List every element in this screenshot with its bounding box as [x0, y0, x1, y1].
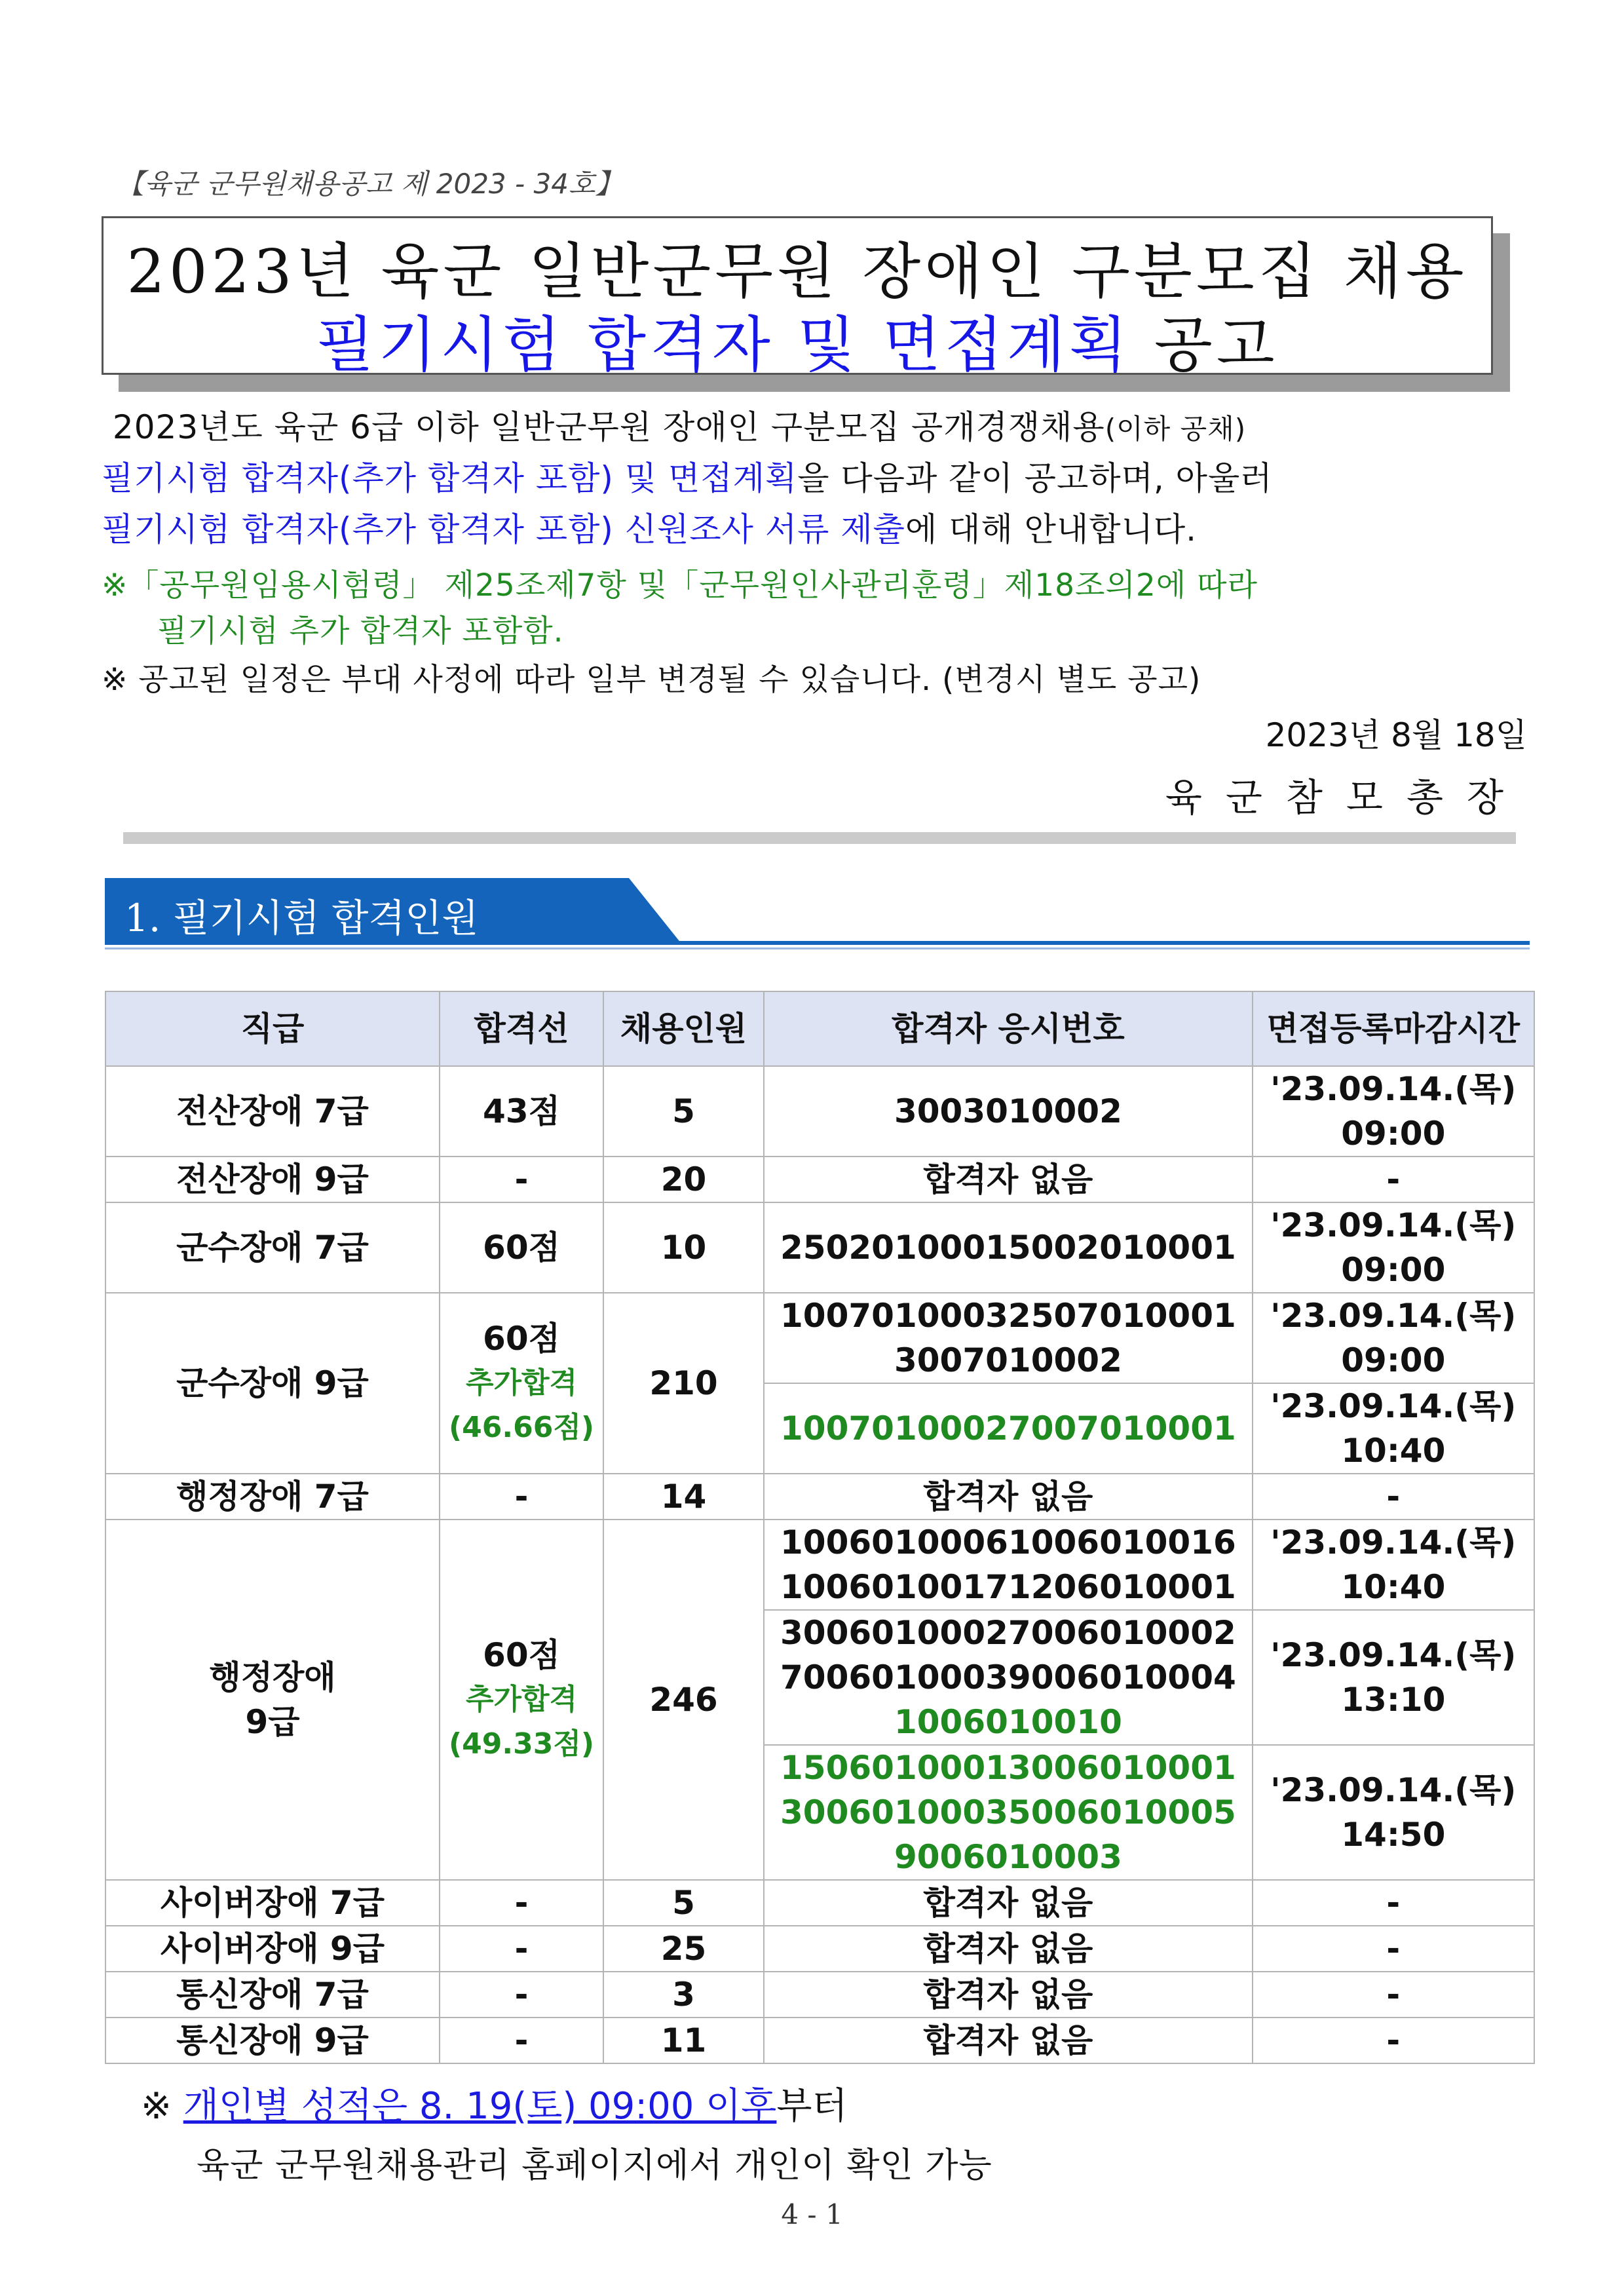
- grade-cell: 행정장애 7급: [105, 1474, 440, 1520]
- intro-line1-main: 2023년도 육군 6급 이하 일반군무원 장애인 구분모집 공개경쟁채용: [112, 408, 1105, 446]
- footer-mark: ※: [141, 2085, 183, 2128]
- announcement-date: 2023년 8월 18일: [1265, 716, 1527, 754]
- deadline-cell: -: [1253, 1157, 1534, 1202]
- extra-pass-label: 추가합격: [465, 1366, 577, 1400]
- applicant-number: 2502010001: [780, 1229, 1008, 1267]
- numbers-cell: 합격자 없음: [764, 1474, 1253, 1520]
- extra-applicant-number: 5006010005: [1008, 1793, 1236, 1831]
- table-row: [105, 1474, 1534, 1520]
- deadline-cell: '23.09.14.(목) 09:00: [1253, 1202, 1534, 1293]
- header-count: 채용인원: [603, 991, 764, 1066]
- extra-applicant-number: 1006010010: [894, 1703, 1122, 1741]
- section-header: [105, 878, 1530, 944]
- count-cell: 210: [603, 1293, 764, 1474]
- intro-line3-rest: 에 대해 안내합니다.: [905, 510, 1198, 548]
- deadline-cell: -: [1253, 1972, 1534, 2018]
- applicant-number: 2507010001: [1008, 1297, 1236, 1335]
- grade-cell: 사이버장애 7급: [105, 1880, 440, 1926]
- table-row: [105, 1157, 1534, 1202]
- numbers-cell: 3003010002: [764, 1066, 1253, 1157]
- title-line2: [104, 297, 1491, 383]
- intro-line3: [102, 503, 1530, 550]
- numbers-cell: [764, 1202, 1253, 1293]
- numbers-cell: [764, 1745, 1253, 1880]
- extra-pass-label: 추가합격: [465, 1683, 577, 1716]
- numbers-cell: [764, 1520, 1253, 1610]
- footer-rest: 부터: [776, 2085, 848, 2128]
- count-cell: 20: [603, 1157, 764, 1202]
- grade-cell: 군수장애 9급: [105, 1293, 440, 1474]
- header-grade: 직급: [105, 991, 440, 1066]
- title-box: [102, 216, 1493, 380]
- grade-cell: 군수장애 7급: [105, 1202, 440, 1293]
- extra-pass-score: (49.33점): [449, 1727, 594, 1761]
- extra-applicant-number: 3006010001: [1008, 1749, 1236, 1787]
- extra-pass-score: (46.66점): [449, 1411, 594, 1444]
- table-row: [105, 1520, 1534, 1610]
- numbers-cell: [764, 1383, 1253, 1474]
- deadline-cell: '23.09.14.(목) 09:00: [1253, 1066, 1534, 1157]
- table-row: [105, 1293, 1534, 1383]
- cutoff-score: 60점: [483, 1320, 560, 1358]
- intro-line1: [102, 401, 1530, 448]
- deadline-cell: -: [1253, 1926, 1534, 1972]
- footer-score-date: 개인별 성적은 8. 19(토) 09:00 이후: [183, 2085, 777, 2128]
- count-cell: 5: [603, 1880, 764, 1926]
- count-cell: 5: [603, 1066, 764, 1157]
- title-line2-highlight: 필기시험 합격자 및 면접계획: [316, 310, 1131, 380]
- numbers-cell: 합격자 없음: [764, 1157, 1253, 1202]
- applicant-number: 5002010001: [1008, 1229, 1236, 1267]
- applicant-number: 9006010004: [1008, 1658, 1236, 1696]
- count-cell: 14: [603, 1474, 764, 1520]
- cutoff-cell: [440, 1293, 603, 1474]
- intro-line1-small: (이하 공채): [1105, 413, 1247, 445]
- applicant-number: 1007010003: [780, 1297, 1008, 1335]
- cutoff-cell: 43점: [440, 1066, 603, 1157]
- divider: [123, 832, 1516, 844]
- count-cell: 246: [603, 1520, 764, 1880]
- applicant-number: 7006010003: [780, 1658, 1008, 1696]
- note2: ※ 공고된 일정은 부대 사정에 따라 일부 변경될 수 있습니다. (변경시 별도 공고): [102, 662, 1201, 698]
- cutoff-cell: -: [440, 1926, 603, 1972]
- notice-number: 【육군 군무원채용공고 제 2023 - 34호】: [117, 168, 623, 200]
- numbers-cell: 합격자 없음: [764, 1972, 1253, 2018]
- numbers-cell: [764, 1293, 1253, 1383]
- deadline-cell: '23.09.14.(목) 13:10: [1253, 1610, 1534, 1745]
- count-cell: 11: [603, 2018, 764, 2063]
- results-table: [105, 991, 1535, 2064]
- deadline-cell: '23.09.14.(목) 10:40: [1253, 1520, 1534, 1610]
- table-row: [105, 1972, 1534, 2018]
- intro-line3-highlight: 필기시험 합격자(추가 합격자 포함) 신원조사 서류 제출: [102, 510, 905, 548]
- table-row: [105, 1202, 1534, 1293]
- section-rule: [105, 941, 1530, 945]
- cutoff-cell: -: [440, 1880, 603, 1926]
- applicant-number: 3007010002: [894, 1341, 1122, 1379]
- footer-note-line2: 육군 군무원채용관리 홈페이지에서 개인이 확인 가능: [197, 2146, 992, 2185]
- extra-applicant-number: 9006010003: [894, 1838, 1122, 1876]
- deadline-cell: '23.09.14.(목) 10:40: [1253, 1383, 1534, 1474]
- cutoff-cell: [440, 1520, 603, 1880]
- extra-applicant-number: 1506010001: [780, 1749, 1008, 1787]
- table-row: [105, 1926, 1534, 1972]
- deadline-cell: '23.09.14.(목) 09:00: [1253, 1293, 1534, 1383]
- cutoff-cell: -: [440, 1157, 603, 1202]
- numbers-cell: 합격자 없음: [764, 1880, 1253, 1926]
- header-deadline: 면접등록마감시간: [1253, 991, 1534, 1066]
- note1-line2: 필기시험 추가 합격자 포함함.: [157, 613, 564, 649]
- count-cell: 25: [603, 1926, 764, 1972]
- table-header-row: [105, 991, 1534, 1066]
- cutoff-cell: -: [440, 1972, 603, 2018]
- deadline-cell: -: [1253, 1474, 1534, 1520]
- count-cell: 10: [603, 1202, 764, 1293]
- cutoff-cell: 60점: [440, 1202, 603, 1293]
- title-line2-rest: 공고: [1131, 310, 1279, 380]
- table-row: [105, 2018, 1534, 2063]
- grade-cell: 전산장애 7급: [105, 1066, 440, 1157]
- section-title: 1. 필기시험 합격인원: [124, 896, 479, 940]
- applicant-number: 7006010002: [1008, 1614, 1236, 1652]
- extra-applicant-number: 7007010001: [1008, 1409, 1236, 1447]
- grade-cell: 통신장애 7급: [105, 1972, 440, 2018]
- grade-cell: 통신장애 9급: [105, 2018, 440, 2063]
- deadline-cell: -: [1253, 1880, 1534, 1926]
- note1-line1: ※「공무원임용시험령」 제25조제7항 및「군무원인사관리훈령」제18조의2에 따라: [102, 567, 1258, 603]
- applicant-number: 1006010017: [780, 1568, 1008, 1606]
- numbers-cell: 합격자 없음: [764, 2018, 1253, 2063]
- extra-applicant-number: 1007010002: [780, 1409, 1008, 1447]
- intro-line2-rest: 을 다음과 같이 공고하며, 아울러: [797, 459, 1273, 497]
- page-number: 4 - 1: [781, 2198, 843, 2230]
- title-line1: 2023년 육군 일반군무원 장애인 구분모집 채용: [126, 237, 1468, 307]
- intro-line2: [102, 452, 1530, 499]
- deadline-cell: '23.09.14.(목) 14:50: [1253, 1745, 1534, 1880]
- section-rule-thin: [105, 947, 1530, 949]
- grade-line2: 9급: [245, 1703, 300, 1741]
- intro-line2-highlight: 필기시험 합격자(추가 합격자 포함) 및 면접계획: [102, 459, 798, 497]
- cutoff-cell: -: [440, 2018, 603, 2063]
- table-row: [105, 1066, 1534, 1157]
- cutoff-cell: -: [440, 1474, 603, 1520]
- grade-cell: [105, 1520, 440, 1880]
- table-row: [105, 1880, 1534, 1926]
- grade-line1: 행정장애: [209, 1658, 336, 1696]
- footer-note-line1: [141, 2077, 848, 2130]
- grade-cell: 전산장애 9급: [105, 1157, 440, 1202]
- header-numbers: 합격자 응시번호: [764, 991, 1253, 1066]
- applicant-number: 3006010002: [780, 1614, 1008, 1652]
- applicant-number: 1006010016: [1008, 1523, 1236, 1561]
- applicant-number: 1206010001: [1008, 1568, 1236, 1606]
- deadline-cell: -: [1253, 2018, 1534, 2063]
- applicant-number: 1006010006: [780, 1523, 1008, 1561]
- extra-applicant-number: 3006010003: [780, 1793, 1008, 1831]
- count-cell: 3: [603, 1972, 764, 2018]
- grade-cell: 사이버장애 9급: [105, 1926, 440, 1972]
- numbers-cell: 합격자 없음: [764, 1926, 1253, 1972]
- cutoff-score: 60점: [483, 1636, 560, 1674]
- issuer: 육군참모총장: [1165, 775, 1527, 820]
- numbers-cell: [764, 1610, 1253, 1745]
- header-cutoff: 합격선: [440, 991, 603, 1066]
